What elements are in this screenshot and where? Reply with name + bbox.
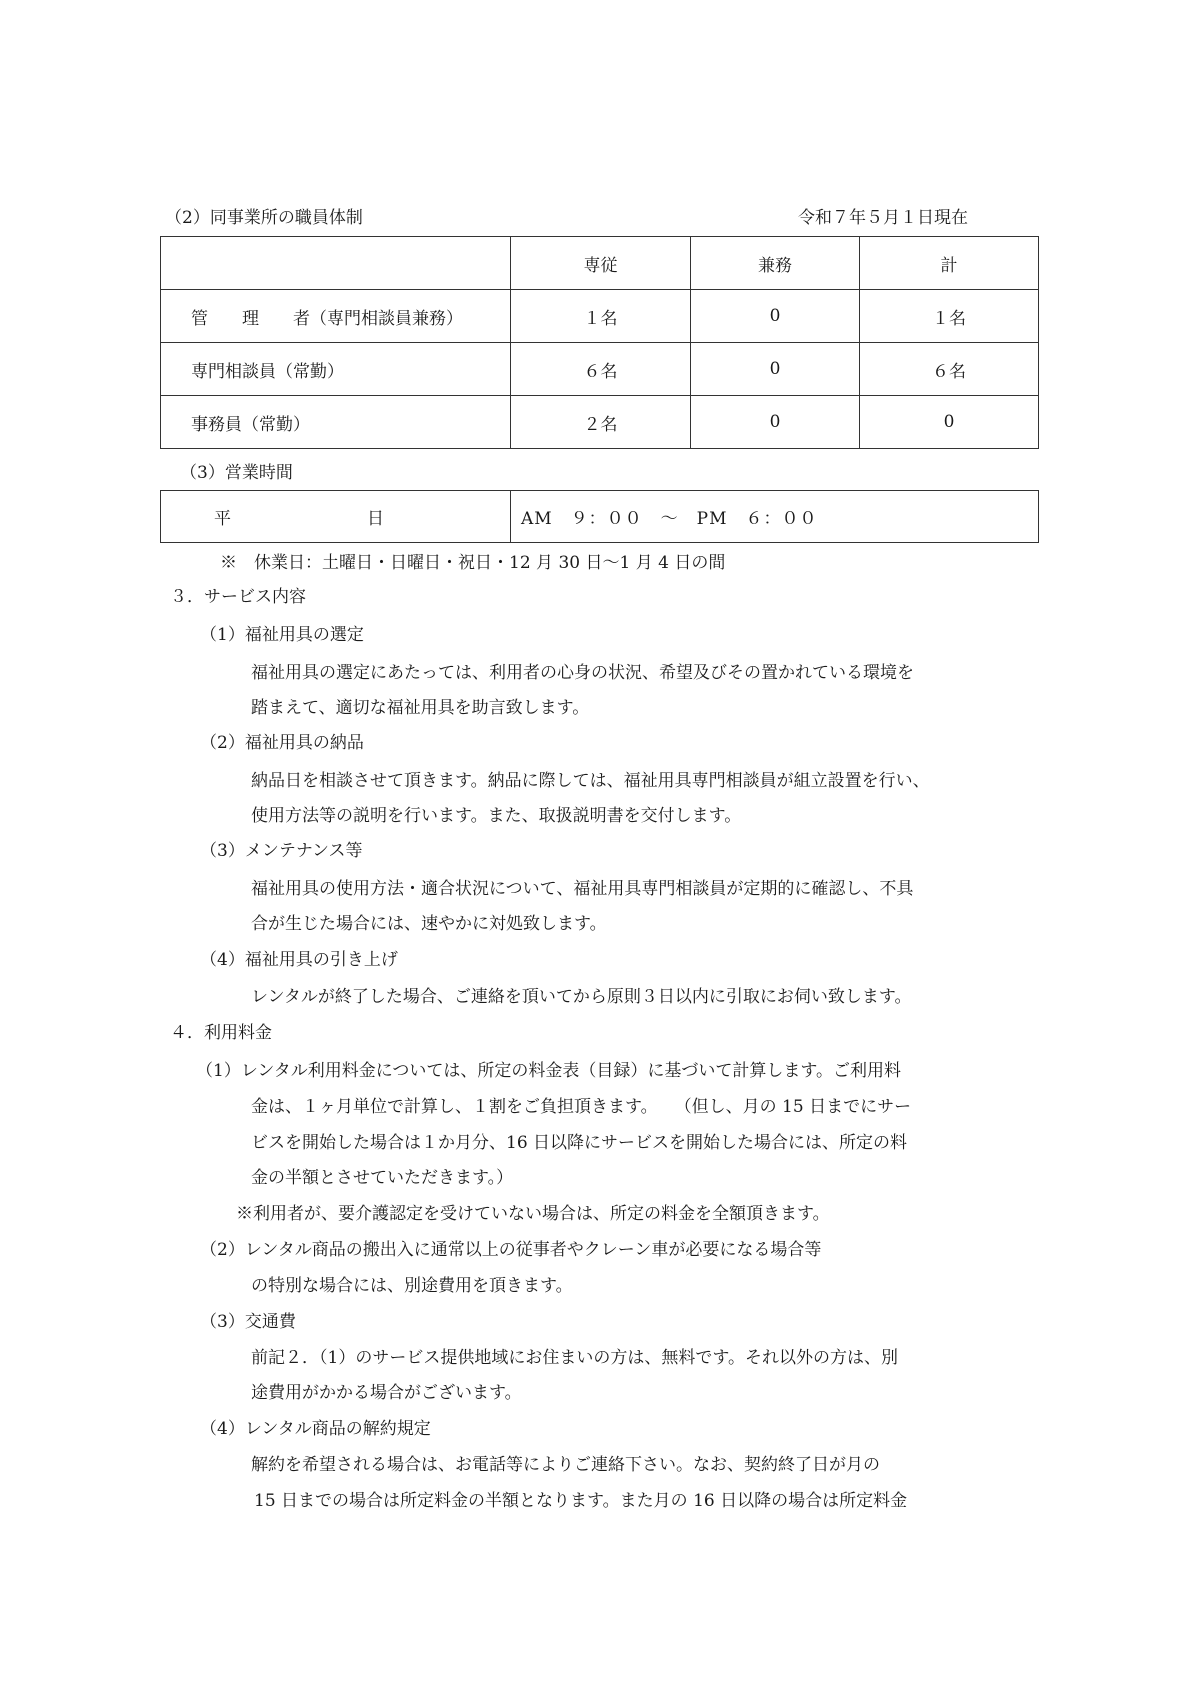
table-row — [161, 396, 1039, 449]
paragraph-line: の特別な場合には、別途費用を頂きます。 — [251, 1276, 573, 1296]
staff-section-heading: （2）同事業所の職員体制 — [165, 208, 363, 228]
subheading-delivery: （2）福祉用具の納品 — [200, 733, 364, 753]
part-time-cell: 0 — [691, 290, 860, 343]
header-cell-empty — [161, 237, 511, 290]
paragraph-line: レンタルが終了した場合、ご連絡を頂いてから原則３日以内に引取にお伺い致します。 — [251, 987, 912, 1007]
total-cell: 0 — [860, 396, 1039, 449]
header-cell-full-time: 専従 — [511, 237, 691, 290]
subheading-maintenance: （3）メンテナンス等 — [200, 841, 363, 861]
paragraph-line: 福祉用具の選定にあたっては、利用者の心身の状況、希望及びその置かれている環境を — [251, 663, 914, 683]
role-cell: 専門相談員（常勤） — [161, 343, 511, 396]
paragraph-line: 金の半額とさせていただきます。） — [251, 1168, 514, 1188]
hours-section-heading: （3）営業時間 — [180, 463, 293, 483]
subheading-transport: （3）交通費 — [200, 1312, 296, 1332]
paragraph-line: （1）レンタル利用料金については、所定の料金表（目録）に基づいて計算します。ご利用料 — [196, 1061, 902, 1081]
paragraph-line: 納品日を相談させて頂きます。納品に際しては、福祉用具専門相談員が組立設置を行い、 — [251, 771, 930, 791]
table-row — [161, 491, 1039, 543]
paragraph-line: （2）レンタル商品の搬出入に通常以上の従事者やクレーン車が必要になる場合等 — [200, 1240, 822, 1260]
business-hours-cell: AM ９：００ ～ PM ６：００ — [511, 491, 1039, 543]
paragraph-line: 踏まえて、適切な福祉用具を助言致します。 — [251, 698, 590, 718]
paragraph-line: 途費用がかかる場合がございます。 — [251, 1383, 522, 1403]
role-cell: 事務員（常勤） — [161, 396, 511, 449]
section-heading-services: ３．サービス内容 — [170, 587, 306, 607]
subheading-pickup: （4）福祉用具の引き上げ — [200, 950, 398, 970]
header-cell-part-time: 兼務 — [691, 237, 860, 290]
part-time-cell: 0 — [691, 343, 860, 396]
header-cell-total: 計 — [860, 237, 1039, 290]
table-row — [161, 290, 1039, 343]
hours-table — [160, 490, 1039, 543]
paragraph-line: 15 日までの場合は所定料金の半額となります。また月の 16 日以降の場合は所定料金 — [254, 1491, 908, 1511]
staff-table-header — [161, 237, 1039, 290]
paragraph-line: 福祉用具の使用方法・適合状況について、福祉用具専門相談員が定期的に確認し、不具 — [251, 879, 914, 899]
paragraph-line: 合が生じた場合には、速やかに対処致します。 — [251, 914, 607, 934]
paragraph-line: 使用方法等の説明を行います。また、取扱説明書を交付します。 — [251, 806, 742, 826]
weekday-label-cell: 平 日 — [161, 491, 511, 543]
note-line: ※利用者が、要介護認定を受けていない場合は、所定の料金を全額頂きます。 — [236, 1204, 830, 1224]
total-cell: １名 — [860, 290, 1039, 343]
paragraph-line: 解約を希望される場合は、お電話等によりご連絡下さい。なお、契約終了日が月の — [251, 1455, 880, 1475]
section-heading-fees: ４．利用料金 — [170, 1023, 272, 1043]
role-cell: 管 理 者（専門相談員兼務） — [161, 290, 511, 343]
staff-table — [160, 236, 1039, 449]
subheading-selection: （1）福祉用具の選定 — [200, 625, 364, 645]
holiday-note: ※ 休業日：土曜日・日曜日・祝日・12 月 30 日～1 月 4 日の間 — [220, 553, 726, 573]
as-of-date: 令和７年５月１日現在 — [798, 208, 968, 228]
paragraph-line: ビスを開始した場合は１か月分、16 日以降にサービスを開始した場合には、所定の料 — [251, 1133, 908, 1153]
full-time-cell: ２名 — [511, 396, 691, 449]
full-time-cell: １名 — [511, 290, 691, 343]
table-row — [161, 343, 1039, 396]
part-time-cell: 0 — [691, 396, 860, 449]
subheading-cancellation: （4）レンタル商品の解約規定 — [200, 1419, 431, 1439]
full-time-cell: ６名 — [511, 343, 691, 396]
paragraph-line: 金は、１ヶ月単位で計算し、１割をご負担頂きます。 （但し、月の 15 日までにサー — [251, 1097, 912, 1117]
paragraph-line: 前記２．（1）のサービス提供地域にお住まいの方は、無料です。それ以外の方は、別 — [251, 1348, 898, 1368]
total-cell: ６名 — [860, 343, 1039, 396]
